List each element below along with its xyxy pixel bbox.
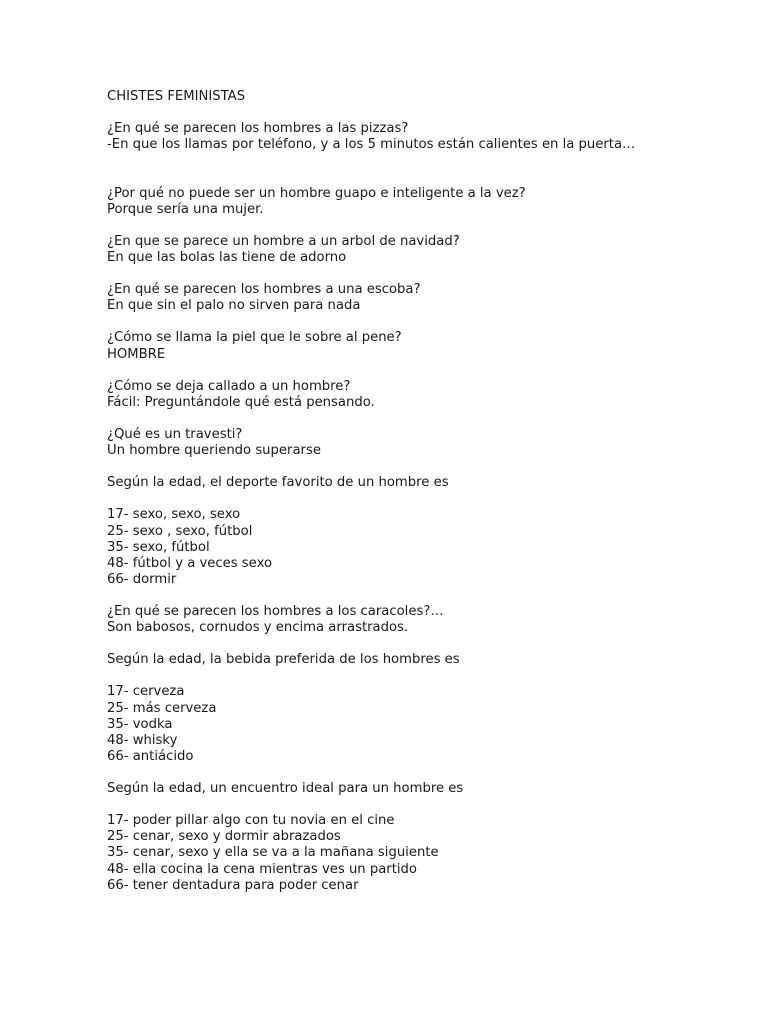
spacer [107,153,727,185]
joke-question: ¿Por qué no puede ser un hombre guapo e inteligente a la vez? [107,185,526,201]
list-item: 25- más cerveza [107,700,217,716]
list-item: 66- dormir [107,571,177,587]
drinks-section [107,652,727,765]
spacer [107,765,727,781]
joke-answer: Un hombre queriendo superarse [107,443,321,459]
spacer [107,797,727,813]
joke-question: ¿En qué se parecen los hombres a los caracoles?… [107,604,444,619]
list-item: 48- fútbol y a veces sexo [107,555,273,571]
joke-question: ¿En qué se parecen los hombres a una escoba? [107,282,421,298]
joke-question: ¿Qué es un travesti? [107,426,243,442]
joke-answer: -En que los llamas por teléfono, y a los 5 minutos están calientes en la puerta… [107,137,636,153]
joke-arbol [107,234,727,266]
spacer [107,636,727,652]
joke-callado [107,379,727,411]
joke-answer: Porque sería una mujer. [107,201,264,217]
joke-caracoles [107,604,727,636]
list-item: 25- sexo , sexo, fútbol [107,523,253,539]
list-item: 17- poder pillar algo con tu novia en el cine [107,813,395,829]
document-title: CHISTES FEMINISTAS [107,89,246,104]
joke-question: ¿En que se parece un hombre a un arbol de navidad? [107,233,460,249]
list-item: 25- cenar, sexo y dormir abrazados [107,829,341,845]
joke-answer: HOMBRE [107,346,166,362]
spacer [107,459,727,475]
joke-answer: En que sin el palo no sirven para nada [107,298,361,314]
spacer [107,491,727,507]
spacer [107,266,727,282]
spacer [107,218,727,234]
section-heading: Según la edad, el deporte favorito de un hombre es [107,475,449,491]
list-item: 48- ella cocina la cena mientras ves un partido [107,861,417,877]
spacer [107,363,727,379]
joke-question: ¿Cómo se llama la piel que le sobre al pene? [107,330,402,346]
dates-section [107,781,727,894]
spacer [107,668,727,684]
joke-escoba [107,282,727,314]
list-item: 17- sexo, sexo, sexo [107,507,241,523]
section-heading: Según la edad, un encuentro ideal para un hombre es [107,781,464,797]
list-item: 48- whisky [107,732,178,748]
joke-pizzas [107,121,727,153]
joke-answer: Son babosos, cornudos y encima arrastrados. [107,620,409,636]
list-item: 35- sexo, fútbol [107,539,210,555]
spacer [107,314,727,330]
joke-answer: Fácil: Preguntándole qué está pensando. [107,394,375,410]
list-item: 66- antiácido [107,748,194,764]
list-item: 66- tener dentadura para poder cenar [107,877,359,893]
joke-question: ¿Cómo se deja callado a un hombre? [107,378,351,394]
spacer [107,588,727,604]
joke-question: ¿En qué se parecen los hombres a las pizzas? [107,121,409,137]
joke-piel [107,330,727,362]
joke-guapo [107,186,727,218]
spacer [107,411,727,427]
list-item: 35- cenar, sexo y ella se va a la mañana siguiente [107,845,439,861]
list-item: 35- vodka [107,716,173,732]
joke-answer: En que las bolas las tiene de adorno [107,249,347,265]
section-heading: Según la edad, la bebida preferida de los hombres es [107,652,460,668]
joke-travesti [107,427,727,459]
spacer [107,105,727,121]
document-body [107,89,727,894]
list-item: 17- cerveza [107,684,185,700]
sports-section [107,475,727,588]
